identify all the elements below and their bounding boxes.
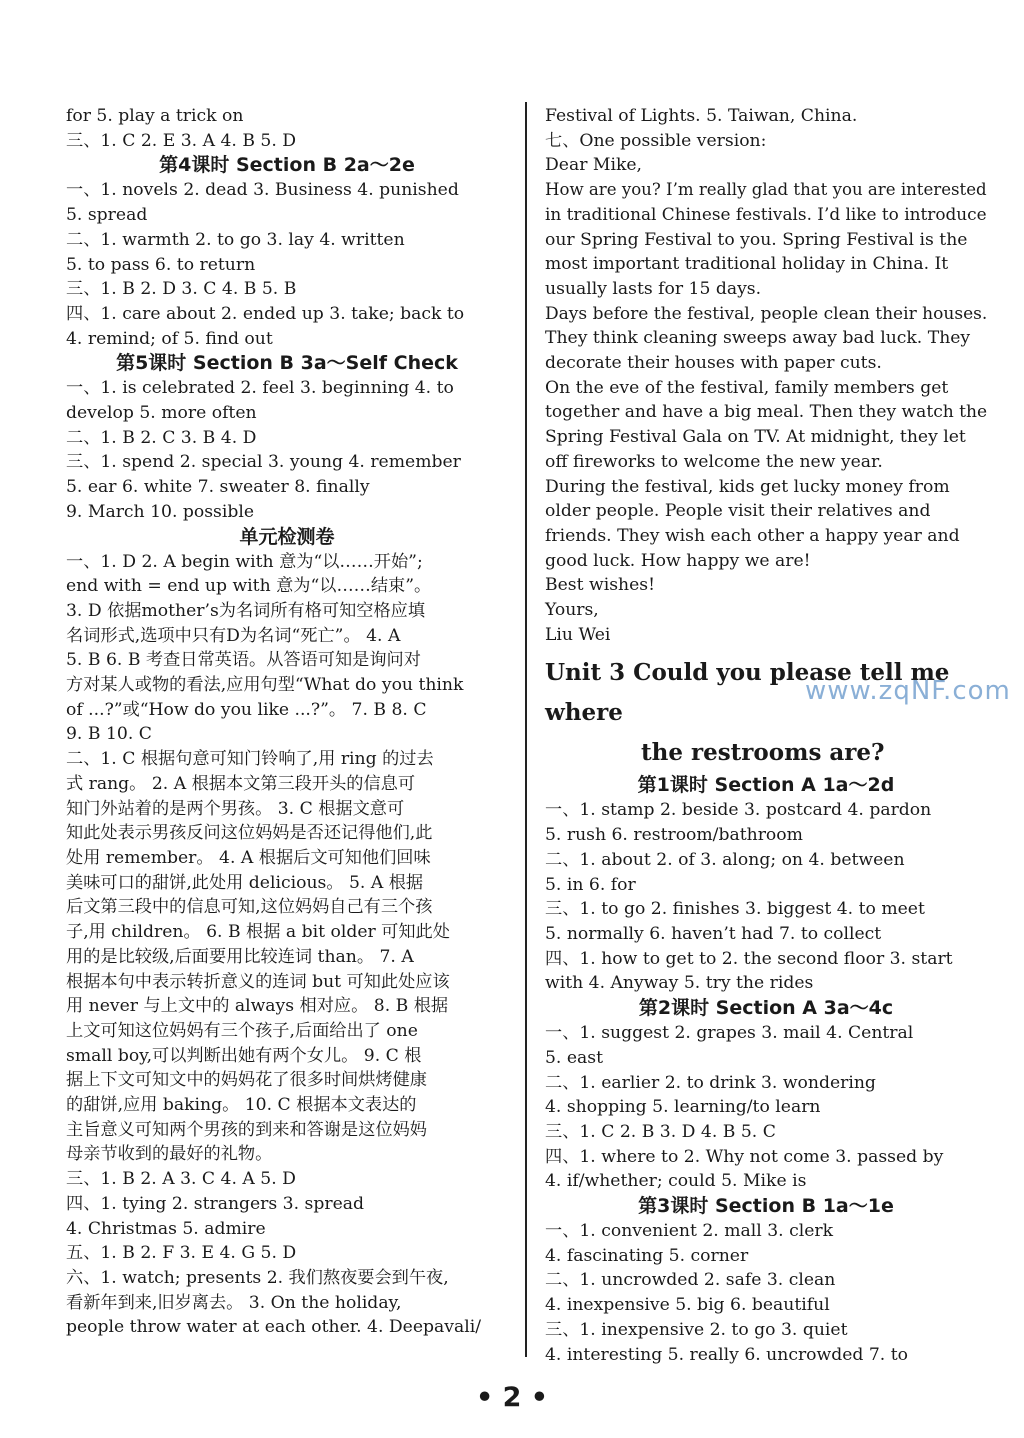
answer-line: 一、1. novels 2. dead 3. Business 4. punished (66, 180, 459, 201)
answer-line: 知此处表示男孩反问这位妈妈是否还记得他们,此 (66, 823, 433, 844)
answer-line: 方对某人或物的看法,应用句型“What do you think (66, 675, 464, 696)
section-heading: 单元检测卷 (239, 525, 335, 548)
watermark-text: www.zqNF.com (805, 676, 1011, 706)
answer-line: with 4. Anyway 5. try the rides (545, 973, 814, 994)
answer-line: On the eve of the festival, family members get (545, 377, 949, 398)
answer-line: They think cleaning sweeps away bad luck. They (545, 328, 971, 349)
answer-line: 二、1. earlier 2. to drink 3. wondering (545, 1072, 876, 1093)
answer-line: decorate their houses with paper cuts. (545, 353, 882, 374)
left-column (66, 104, 508, 1340)
answer-line: 5. ear 6. white 7. sweater 8. finally (66, 477, 370, 498)
answer-line: 5. rush 6. restroom/bathroom (545, 825, 803, 846)
answer-line: 四、1. how to get to 2. the second floor 3. start (545, 948, 953, 969)
answer-line: our Spring Festival to you. Spring Festival is the (545, 229, 968, 250)
unit-title-continued: the restrooms are? (641, 739, 885, 767)
answer-line: 用 never 与上文中的 always 相对应。 8. B 根据 (66, 996, 449, 1017)
answer-line: develop 5. more often (66, 403, 257, 424)
answer-line: 五、1. B 2. F 3. E 4. G 5. D (66, 1243, 297, 1264)
answer-line: 4. Christmas 5. admire (66, 1218, 266, 1239)
section-heading: 第3课时 Section B 1a～1e (638, 1195, 894, 1218)
answer-line: 一、1. D 2. A begin with 意为“以……开始”; (66, 551, 423, 572)
unit-title: Unit 3 Could you please tell me where (545, 659, 950, 727)
answer-line: 3. D 依据mother’s为名词所有格可知空格应填 (66, 600, 426, 621)
page-number: • 2 • (475, 1382, 549, 1413)
answer-line: Spring Festival Gala on TV. At midnight, they let (545, 427, 966, 448)
answer-line: Liu Wei (545, 624, 611, 645)
answer-line: 二、1. C 根据句意可知门铃响了,用 ring 的过去 (66, 749, 434, 770)
answer-line: 三、1. C 2. B 3. D 4. B 5. C (545, 1121, 776, 1142)
answer-line: of ...?”或“How do you like ...?”。 7. B 8. C (66, 699, 427, 720)
answer-line: 六、1. watch; presents 2. 我们熬夜要会到午夜, (66, 1267, 449, 1288)
answer-line: 子,用 children。 6. B 根据 a bit older 可知此处 (66, 922, 450, 943)
answer-line: together and have a big meal. Then they watch the (545, 402, 988, 423)
answer-line: Best wishes! (545, 575, 655, 596)
answer-line: 5. east (545, 1047, 604, 1068)
answer-line: Dear Mike, (545, 155, 643, 176)
section-heading: 第5课时 Section B 3a～Self Check (116, 352, 458, 375)
answer-line: 4. remind; of 5. find out (66, 328, 273, 349)
answer-line: 美味可口的甜饼,此处用 delicious。 5. A 根据 (66, 872, 424, 893)
answer-line: 的甜饼,应用 baking。 10. C 根据本文表达的 (66, 1095, 417, 1116)
answer-line: 三、1. B 2. D 3. C 4. B 5. B (66, 279, 297, 300)
answer-line: 处用 remember。 4. A 根据后文可知他们回味 (66, 847, 431, 868)
answer-line: 根据本句中表示转折意义的连词 but 可知此处应该 (66, 971, 450, 992)
answer-line: older people. People visit their relatives and (545, 501, 931, 522)
answer-line: 5. to pass 6. to return (66, 254, 256, 275)
answer-line: 后文第三段中的信息可知,这位妈妈自己有三个孩 (66, 897, 433, 918)
answer-line: 据上下文可知文中的妈妈花了很多时间烘烤健康 (66, 1070, 427, 1091)
answer-line: 母亲节收到的最好的礼物。 (66, 1144, 273, 1165)
answer-line: 二、1. B 2. C 3. B 4. D (66, 427, 257, 448)
section-heading: 第1课时 Section A 1a～2d (637, 774, 895, 797)
answer-line: 4. shopping 5. learning/to learn (545, 1097, 821, 1118)
answer-line: 一、1. is celebrated 2. feel 3. beginning 4. to (66, 378, 454, 399)
answer-line: usually lasts for 15 days. (545, 278, 762, 299)
answer-line: 三、1. to go 2. finishes 3. biggest 4. to meet (545, 899, 925, 920)
answer-line: 一、1. stamp 2. beside 3. postcard 4. pardon (545, 800, 932, 821)
answer-line: 4. if/whether; could 5. Mike is (545, 1171, 807, 1192)
answer-line: 式 rang。 2. A 根据本文第三段开头的信息可 (66, 773, 416, 794)
answer-line: 一、1. suggest 2. grapes 3. mail 4. Central (545, 1023, 914, 1044)
answer-line: 5. B 6. B 考查日常英语。从答语可知是询问对 (66, 650, 421, 671)
answer-line: 三、1. B 2. A 3. C 4. A 5. D (66, 1169, 296, 1190)
answer-line: in traditional Chinese festivals. I’d like to introduce (545, 204, 987, 225)
answer-line: 9. B 10. C (66, 724, 152, 745)
answer-line: end with = end up with 意为“以……结束”。 (66, 576, 432, 597)
answer-line: most important traditional holiday in China. It (545, 254, 949, 275)
answer-line: 二、1. warmth 2. to go 3. lay 4. written (66, 229, 405, 250)
answer-line: 三、1. spend 2. special 3. young 4. remember (66, 452, 461, 473)
answer-line: for 5. play a trick on (66, 106, 244, 126)
answer-line: How are you? I’m really glad that you are interested (545, 180, 987, 201)
answer-line: 二、1. about 2. of 3. along; on 4. between (545, 849, 905, 870)
answer-line: 5. spread (66, 205, 148, 226)
answer-line: good luck. How happy we are! (545, 550, 811, 571)
answer-line: 4. interesting 5. really 6. uncrowded 7. to (545, 1344, 908, 1365)
answer-line: 名词形式,选项中只有D为名词“死亡”。 4. A (66, 625, 401, 646)
answer-line: 知门外站着的是两个男孩。 3. C 根据文意可 (66, 798, 405, 819)
answer-line: During the festival, kids get lucky money from (545, 476, 950, 497)
answer-line: 9. March 10. possible (66, 501, 255, 522)
answer-line: 四、1. where to 2. Why not come 3. passed by (545, 1146, 944, 1167)
answer-line: small boy,可以判断出她有两个女儿。 9. C 根 (66, 1045, 422, 1066)
column-divider (525, 102, 527, 1357)
answer-line: Yours, (545, 600, 599, 621)
answer-line: 一、1. convenient 2. mall 3. clerk (545, 1221, 833, 1242)
answer-line: 七、One possible version: (545, 130, 767, 151)
answer-line: 5. in 6. for (545, 874, 636, 895)
answer-line: 四、1. care about 2. ended up 3. take; back to (66, 303, 465, 324)
answer-line: 用的是比较级,后面要用比较连词 than。 7. A (66, 946, 414, 967)
section-heading: 第4课时 Section B 2a～2e (159, 154, 415, 177)
answer-line: 主旨意义可知两个男孩的到来和答谢是这位妈妈 (66, 1119, 427, 1140)
section-heading: 第2课时 Section A 3a～4c (638, 997, 894, 1020)
answer-line: 三、1. C 2. E 3. A 4. B 5. D (66, 130, 297, 151)
answer-line: Days before the festival, people clean their houses. (545, 303, 988, 324)
answer-line: off fireworks to welcome the new year. (545, 451, 883, 472)
answer-line: 三、1. inexpensive 2. to go 3. quiet (545, 1319, 848, 1340)
answer-line: 5. normally 6. haven’t had 7. to collect (545, 923, 882, 944)
answer-line: friends. They wish each other a happy year and (545, 525, 960, 546)
answer-line: 4. inexpensive 5. big 6. beautiful (545, 1295, 830, 1316)
answer-line: Festival of Lights. 5. Taiwan, China. (545, 106, 858, 126)
answer-line: 上文可知这位妈妈有三个孩子,后面给出了 one (66, 1020, 418, 1041)
answer-line: 二、1. uncrowded 2. safe 3. clean (545, 1270, 836, 1291)
right-column (545, 104, 987, 1367)
answer-line: 看新年到来,旧岁离去。 3. On the holiday, (66, 1292, 402, 1313)
answer-line: people throw water at each other. 4. Deepavali/ (66, 1317, 482, 1338)
answer-line: 4. fascinating 5. corner (545, 1245, 749, 1266)
answer-line: 四、1. tying 2. strangers 3. spread (66, 1193, 365, 1214)
